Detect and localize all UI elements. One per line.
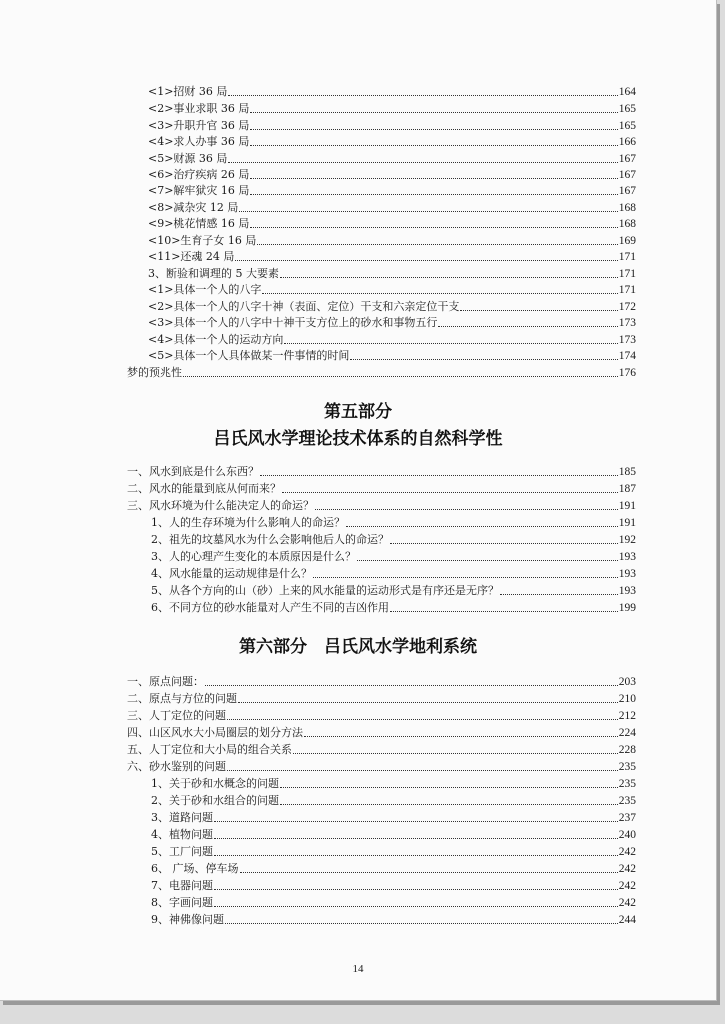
toc-leader-dots — [227, 770, 618, 771]
toc-leader-dots — [250, 194, 617, 195]
toc-entry-title: <2>具体一个人的八字十神（表面、定位）干支和六亲定位干支 — [148, 300, 460, 313]
toc-leader-dots — [280, 277, 618, 278]
toc-entry — [151, 893, 636, 910]
toc-entry-title: 1、人的生存环境为什么影响人的命运？ — [151, 516, 345, 529]
toc-entry — [151, 564, 636, 581]
toc-entry — [148, 116, 636, 133]
part6-heading: 第六部分 吕氏风水学地利系统 — [239, 637, 477, 657]
toc-entry-page: 224 — [618, 727, 636, 739]
toc-entry — [148, 132, 636, 149]
toc-entry — [127, 672, 636, 689]
toc-entry — [127, 363, 636, 380]
toc-entry-title: 一、风水到底是什么东西？ — [127, 465, 259, 478]
toc-leader-dots — [390, 611, 618, 612]
toc-entry-title: <8>减杂灾 12 局 — [148, 201, 239, 214]
toc-entry-title: 一、原点问题： — [127, 675, 204, 688]
toc-leader-dots — [235, 260, 617, 261]
toc-entry-page: 242 — [618, 863, 636, 875]
toc-leader-dots — [228, 162, 617, 163]
toc-leader-dots — [257, 244, 617, 245]
toc-entry-title: 1、关于砂和水概念的问题 — [151, 777, 279, 790]
toc-entry — [148, 198, 636, 215]
toc-entry — [127, 462, 636, 479]
toc-entry-page: 167 — [618, 153, 636, 165]
toc-entry — [148, 313, 636, 330]
toc-entry-page: 210 — [618, 693, 636, 705]
toc-entry-page: 244 — [618, 914, 636, 926]
toc-leader-dots — [313, 577, 618, 578]
toc-leader-dots — [390, 543, 618, 544]
toc-entry-title: <3>升职升官 36 局 — [148, 119, 250, 132]
toc-leader-dots — [214, 906, 618, 907]
toc-entry-page: 242 — [618, 846, 636, 858]
toc-entry — [151, 808, 636, 825]
toc-leader-dots — [240, 872, 618, 873]
toc-entry-title: <11>还魂 24 局 — [148, 250, 235, 263]
toc-entry — [151, 825, 636, 842]
toc-leader-dots — [239, 211, 617, 212]
toc-leader-dots — [183, 376, 618, 377]
toc-entry — [148, 330, 636, 347]
toc-entry-page: 173 — [618, 317, 636, 329]
toc-leader-dots — [350, 359, 617, 360]
toc-leader-dots — [438, 326, 617, 327]
toc-entry — [151, 791, 636, 808]
toc-entry-title: <9>桃花情感 16 局 — [148, 217, 250, 230]
toc-entry-page: 168 — [618, 218, 636, 230]
toc-entry-page: 228 — [618, 744, 636, 756]
part5-subheading: 吕氏风水学理论技术体系的自然科学性 — [213, 429, 503, 449]
toc-leader-dots — [304, 736, 618, 737]
toc-entry — [151, 513, 636, 530]
toc-leader-dots — [214, 855, 618, 856]
toc-entry — [127, 689, 636, 706]
toc-entry-page: 212 — [618, 710, 636, 722]
toc-leader-dots — [225, 923, 618, 924]
toc-leader-dots — [346, 526, 618, 527]
toc-entry — [151, 842, 636, 859]
toc-entry-title: 6、 广场、停车场 — [151, 862, 239, 875]
toc-entry-title: 三、人丁定位的问题 — [127, 709, 226, 722]
toc-entry-page: 169 — [618, 235, 636, 247]
toc-entry-page: 242 — [618, 897, 636, 909]
toc-leader-dots — [293, 753, 618, 754]
toc-entry-page: 237 — [618, 812, 636, 824]
toc-entry — [151, 876, 636, 893]
toc-leader-dots — [460, 310, 617, 311]
toc-entry — [151, 859, 636, 876]
toc-entry-page: 191 — [618, 500, 636, 512]
toc-leader-dots — [214, 838, 618, 839]
toc-entry-title: <3>具体一个人的八字中十神干支方位上的砂水和事物五行 — [148, 316, 438, 329]
toc-entry — [127, 496, 636, 513]
toc-entry-page: 171 — [618, 284, 636, 296]
toc-entry-title: 9、神佛像问题 — [151, 913, 224, 926]
toc-entry — [151, 774, 636, 791]
toc-entry-title: 4、植物问题 — [151, 828, 213, 841]
toc-entry-title: 7、电器问题 — [151, 879, 213, 892]
toc-entry — [148, 346, 636, 363]
toc-entry — [127, 740, 636, 757]
part5-heading: 第五部分 — [324, 402, 392, 422]
toc-entry-page: 242 — [618, 880, 636, 892]
toc-entry-title: 五、人丁定位和大小局的组合关系 — [127, 743, 292, 756]
toc-entry — [148, 165, 636, 182]
toc-entry-title: 3、人的心理产生变化的本质原因是什么？ — [151, 550, 356, 563]
toc-entry — [151, 910, 636, 927]
toc-entry-page: 235 — [618, 778, 636, 790]
toc-entry-page: 192 — [618, 534, 636, 546]
toc-entry-page: 193 — [618, 585, 636, 597]
toc-leader-dots — [357, 560, 618, 561]
toc-entry-title: 4、风水能量的运动规律是什么？ — [151, 567, 312, 580]
toc-entry — [148, 149, 636, 166]
toc-entry — [151, 598, 636, 615]
toc-entry-page: 240 — [618, 829, 636, 841]
toc-entry — [148, 82, 636, 99]
toc-entry-title: <6>治疗疾病 26 局 — [148, 168, 250, 181]
toc-entry-page: 167 — [618, 185, 636, 197]
toc-entry — [127, 757, 636, 774]
toc-entry-page: 203 — [618, 676, 636, 688]
toc-entry — [148, 181, 636, 198]
toc-entry — [148, 231, 636, 248]
toc-entry-title: <5>具体一个人具体做某一件事情的时间 — [148, 349, 350, 362]
toc-entry-title: <4>求人办事 36 局 — [148, 135, 250, 148]
toc-entry-title: 6、不同方位的砂水能量对人产生不同的吉凶作用 — [151, 601, 389, 614]
toc-entry-page: 165 — [618, 120, 636, 132]
toc-entry — [151, 547, 636, 564]
toc-leader-dots — [250, 112, 617, 113]
toc-leader-dots — [250, 145, 617, 146]
toc-leader-dots — [260, 475, 618, 476]
toc-leader-dots — [214, 821, 618, 822]
toc-entry-title: <1>招财 36 局 — [148, 85, 228, 98]
toc-entry-page: 187 — [618, 483, 636, 495]
toc-entry-page: 191 — [618, 517, 636, 529]
toc-entry-page: 172 — [618, 301, 636, 313]
toc-leader-dots — [228, 95, 617, 96]
toc-entry-title: <7>解牢狱灾 16 局 — [148, 184, 250, 197]
toc-entry-title: 5、从各个方向的山（砂）上来的风水能量的运动形式是有序还是无序？ — [151, 584, 499, 597]
toc-entry — [127, 479, 636, 496]
toc-entry-page: 171 — [618, 251, 636, 263]
toc-leader-dots — [280, 787, 618, 788]
toc-entry-title: <1>具体一个人的八字 — [148, 283, 262, 296]
toc-entry-page: 166 — [618, 136, 636, 148]
toc-entry-title: 5、工厂问题 — [151, 845, 213, 858]
toc-leader-dots — [238, 702, 618, 703]
toc-entry-title: 8、字画问题 — [151, 896, 213, 909]
toc-entry-page: 199 — [618, 602, 636, 614]
toc-entry — [148, 280, 636, 297]
toc-entry — [148, 264, 636, 281]
toc-entry — [127, 706, 636, 723]
toc-entry-title: 3、道路问题 — [151, 811, 213, 824]
toc-entry-title: <2>事业求职 36 局 — [148, 102, 250, 115]
toc-entry-page: 168 — [618, 202, 636, 214]
page-number: 14 — [352, 963, 364, 975]
toc-entry-title: 六、砂水鉴别的问题 — [127, 760, 226, 773]
toc-entry-title: 四、山区风水大小局圈层的划分方法 — [127, 726, 303, 739]
toc-entry-page: 167 — [618, 169, 636, 181]
toc-entry-page: 193 — [618, 568, 636, 580]
toc-entry-page: 185 — [618, 466, 636, 478]
toc-leader-dots — [250, 178, 617, 179]
toc-leader-dots — [227, 719, 618, 720]
toc-leader-dots — [500, 594, 618, 595]
toc-leader-dots — [250, 129, 617, 130]
toc-entry-page: 174 — [618, 350, 636, 362]
toc-leader-dots — [205, 685, 618, 686]
toc-entry-title: 2、祖先的坟墓风水为什么会影响他后人的命运？ — [151, 533, 389, 546]
toc-entry-title: 二、原点与方位的问题 — [127, 692, 237, 705]
toc-entry-title: <10>生育子女 16 局 — [148, 234, 257, 247]
toc-entry — [148, 247, 636, 264]
toc-entry-title: 2、关于砂和水组合的问题 — [151, 794, 279, 807]
toc-entry — [148, 99, 636, 116]
toc-entry — [151, 581, 636, 598]
toc-leader-dots — [284, 343, 617, 344]
toc-leader-dots — [262, 293, 617, 294]
toc-entry-title: 三、风水环境为什么能决定人的命运？ — [127, 499, 314, 512]
toc-entry-title: 梦的预兆性 — [127, 366, 182, 379]
toc-entry-page: 164 — [618, 86, 636, 98]
toc-entry-page: 171 — [618, 268, 636, 280]
toc-entry-title: <5>财源 36 局 — [148, 152, 228, 165]
toc-entry — [148, 297, 636, 314]
toc-entry-page: 173 — [618, 334, 636, 346]
toc-leader-dots — [315, 509, 618, 510]
toc-leader-dots — [214, 889, 618, 890]
toc-entry-page: 165 — [618, 103, 636, 115]
toc-entry-title: 二、风水的能量到底从何而来？ — [127, 482, 281, 495]
toc-entry — [127, 723, 636, 740]
toc-leader-dots — [282, 492, 618, 493]
toc-entry-page: 235 — [618, 761, 636, 773]
toc-entry-page: 193 — [618, 551, 636, 563]
toc-entry — [148, 214, 636, 231]
toc-entry — [151, 530, 636, 547]
toc-leader-dots — [280, 804, 618, 805]
toc-leader-dots — [250, 227, 617, 228]
toc-entry-title: <4>具体一个人的运动方向 — [148, 333, 284, 346]
toc-entry-title: 3、断验和调理的 5 大要素 — [148, 267, 279, 280]
toc-entry-page: 176 — [618, 367, 636, 379]
toc-entry-page: 235 — [618, 795, 636, 807]
